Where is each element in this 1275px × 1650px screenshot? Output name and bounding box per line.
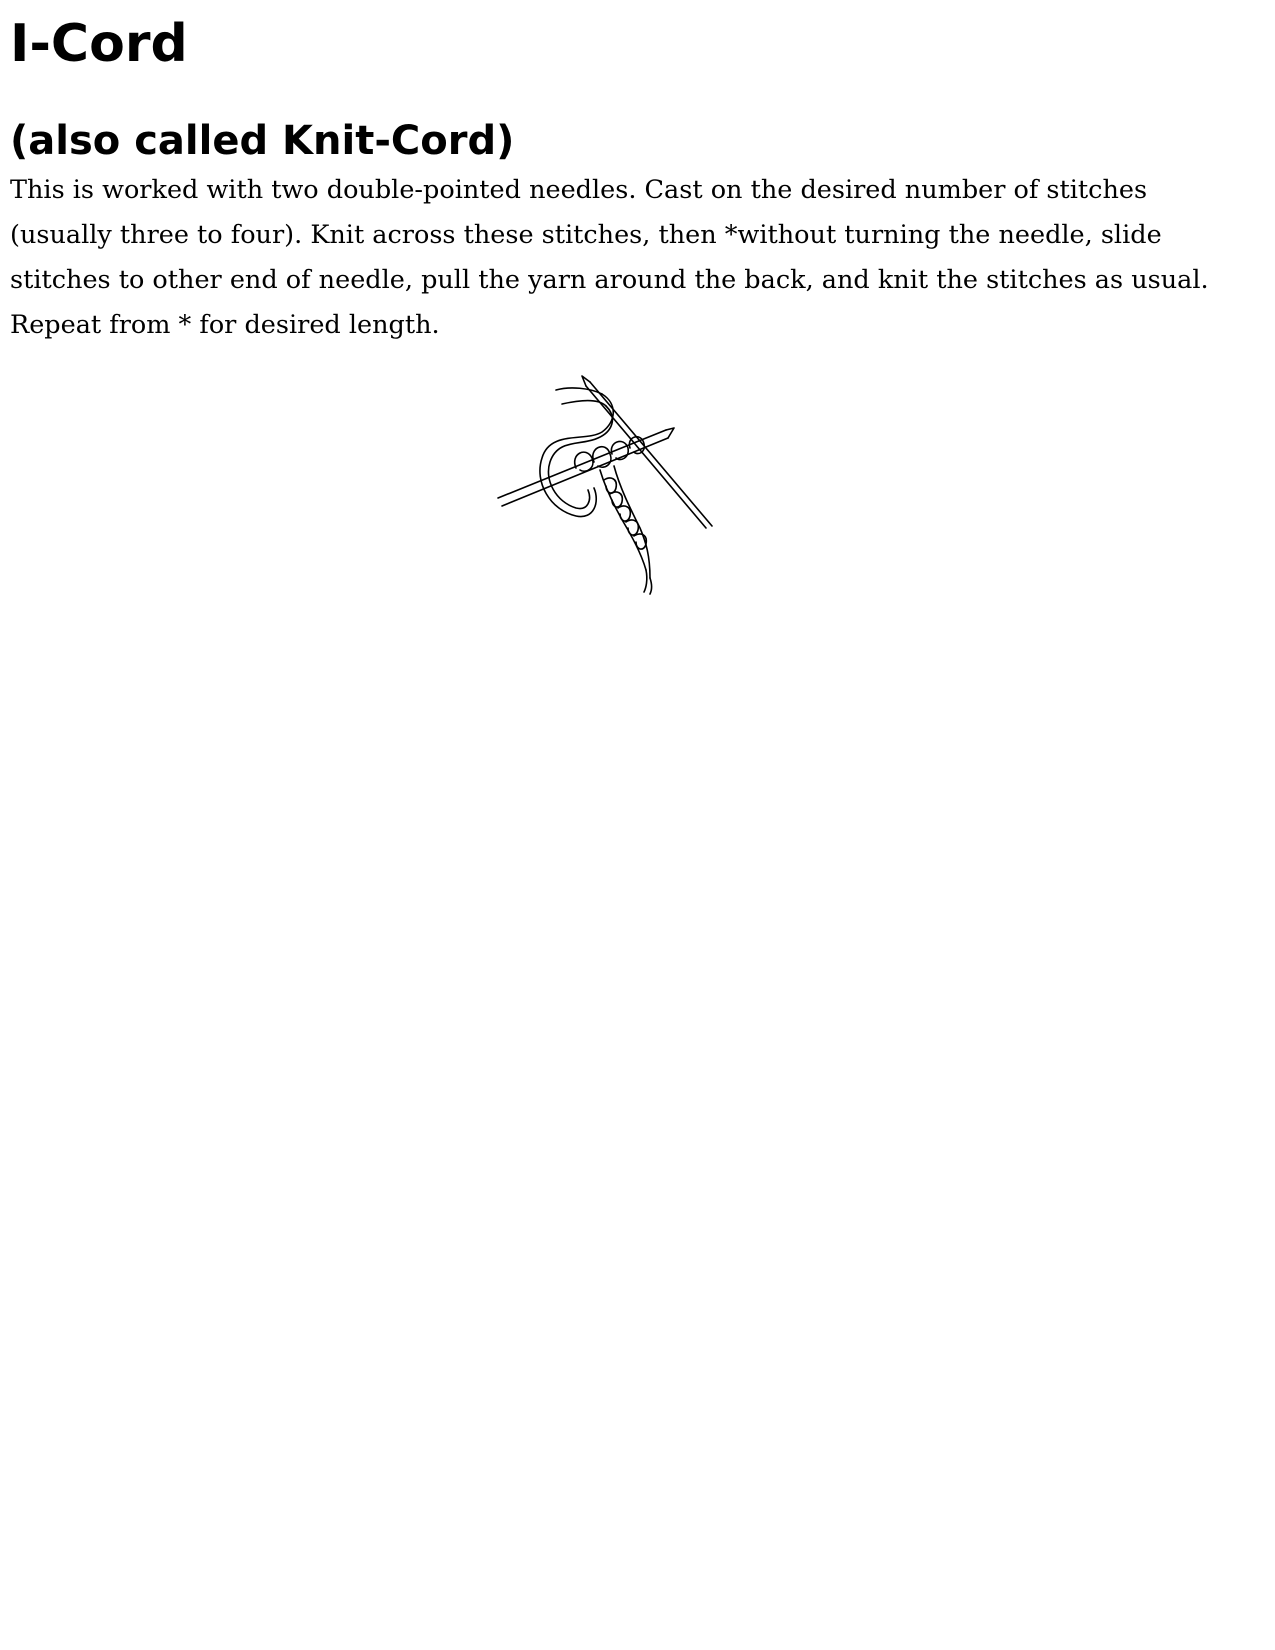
front-needle [498,428,674,506]
page-title: I-Cord [10,14,188,74]
page-subtitle: (also called Knit-Cord) [10,118,515,164]
i-cord-knitting-icon [490,370,730,595]
back-needle [582,376,712,528]
cord-chain [600,466,652,594]
instructions-paragraph: This is worked with two double-pointed needles. Cast on the desired number of stitches (usually three to four). Knit across these stitches, then *without turning the needle, slide stitches to other end of needle, pull the yarn around the back, and knit the stitches as usual. Repeat from * for desired length. [10,175,1209,340]
working-yarn [540,388,613,517]
